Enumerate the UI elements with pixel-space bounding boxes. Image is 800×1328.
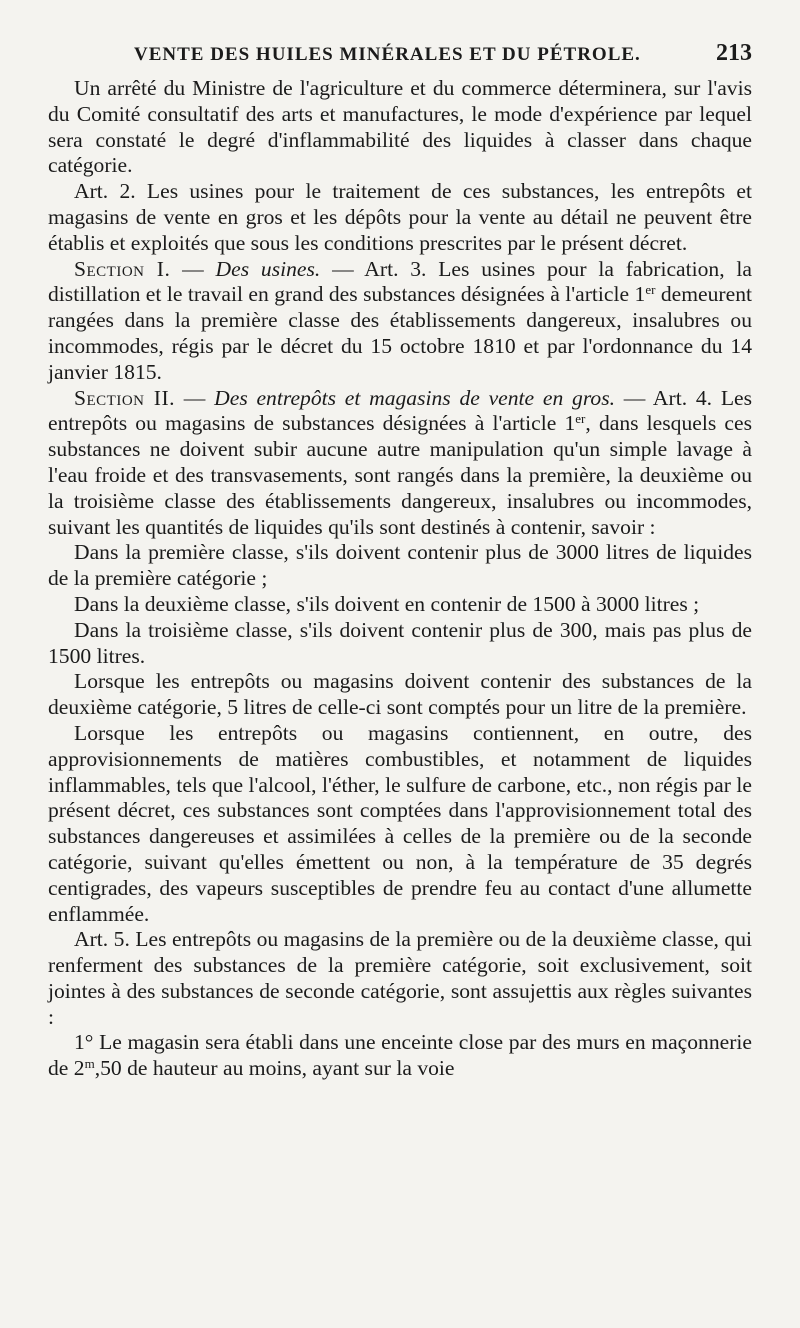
paragraph-arrete: Un arrêté du Ministre de l'agriculture et du commerce déterminera, sur l'avis du Comité consultatif des arts et manufactures, le mode d'expérience par lequel sera constaté le degré d'inflammabilité des liquides à classer dans chaque catégorie. [48, 76, 752, 178]
paragraph-second-category: Lorsque les entrepôts ou magasins doivent contenir des substances de la deuxième catégorie, 5 litres de celle-ci sont comptés pour un litre de la première. [48, 669, 752, 720]
paragraph-section-1-article-3 [48, 257, 752, 386]
superscript: m [84, 1056, 95, 1072]
page-number: 213 [716, 40, 752, 66]
paragraph-rule-1 [48, 1030, 752, 1082]
paragraph-text: demeurent rangées dans la première classe des établissements dangereux, insalubres ou incommodes, régis par le décret du 15 octobre 1810 et par l'ordonnance du 14 janvier 1815. [48, 282, 753, 384]
superscript: er [645, 282, 656, 298]
page-body [48, 76, 752, 1082]
paragraph-article-5: Art. 5. Les entrepôts ou magasins de la première ou de la deuxième classe, qui renferment des substances de la première catégorie, soit exclusivement, soit jointes à des substances de seconde catégorie, sont assujettis aux règles suivantes : [48, 927, 752, 1029]
section-label: Section II. [74, 385, 176, 410]
paragraph-first-class: Dans la première classe, s'ils doivent contenir plus de 3000 litres de liquides de la première catégorie ; [48, 540, 752, 591]
paragraph-text: — Art. 4. Les entrepôts ou magasins de substances désignées à l'article 1 [48, 385, 752, 436]
paragraph-text: 1° Le magasin sera établi dans une enceinte close par des murs en maçonnerie de 2 [48, 1030, 752, 1081]
paragraph-article-2: Art. 2. Les usines pour le traitement de ces substances, les entrepôts et magasins de vente en gros et les dépôts pour la vente au détail ne peuvent être établis et exploités que sous les conditions prescrites par le présent décret. [48, 179, 752, 255]
section-label: Section I. [74, 256, 171, 281]
section-title: Des usines. [215, 256, 321, 281]
paragraph-section-2-article-4 [48, 386, 752, 541]
section-title: Des entrepôts et magasins de vente en gros. [214, 385, 616, 410]
paragraph-second-class: Dans la deuxième classe, s'ils doivent en contenir de 1500 à 3000 litres ; [74, 591, 700, 616]
paragraph-third-class: Dans la troisième classe, s'ils doivent contenir plus de 300, mais pas plus de 1500 litres. [48, 617, 752, 668]
dash: — [170, 256, 216, 281]
paragraph-combustibles: Lorsque les entrepôts ou magasins contiennent, en outre, des approvisionnements de matières combustibles, et notamment de liquides inflammables, tels que l'alcool, l'éther, le sulfure de carbone, etc., non régis par le présent décret, ces substances sont comptées dans l'approvisionnement total des substances dangereuses et assimilées à celles de la première ou de la seconde catégorie, suivant qu'elles émettent ou non, à la température de 35 degrés centigrades, des vapeurs susceptibles de prendre feu au contact d'une allumette enflammée. [48, 720, 752, 926]
page-header [48, 36, 752, 76]
paragraph-text: , dans lesquels ces substances ne doivent subir aucune autre manipulation qu'un simple lavage à l'eau froide et des transvasements, sont rangés dans la première, la deuxième ou la troisième classe des établissements dangereux, insalubres ou incommodes, suivant les quantités de liquides qu'ils sont destinés à contenir, savoir : [48, 411, 752, 539]
running-title: VENTE DES HUILES MINÉRALES ET DU PÉTROLE. [134, 44, 641, 65]
superscript: er [575, 411, 586, 427]
dash: — [175, 385, 215, 410]
paragraph-text: ,50 de hauteur au moins, ayant sur la voie [94, 1056, 455, 1081]
paragraph-text: — Art. 3. Les usines pour la fabrication, la distillation et le travail en grand des substances désignées à l'article 1 [48, 256, 752, 307]
